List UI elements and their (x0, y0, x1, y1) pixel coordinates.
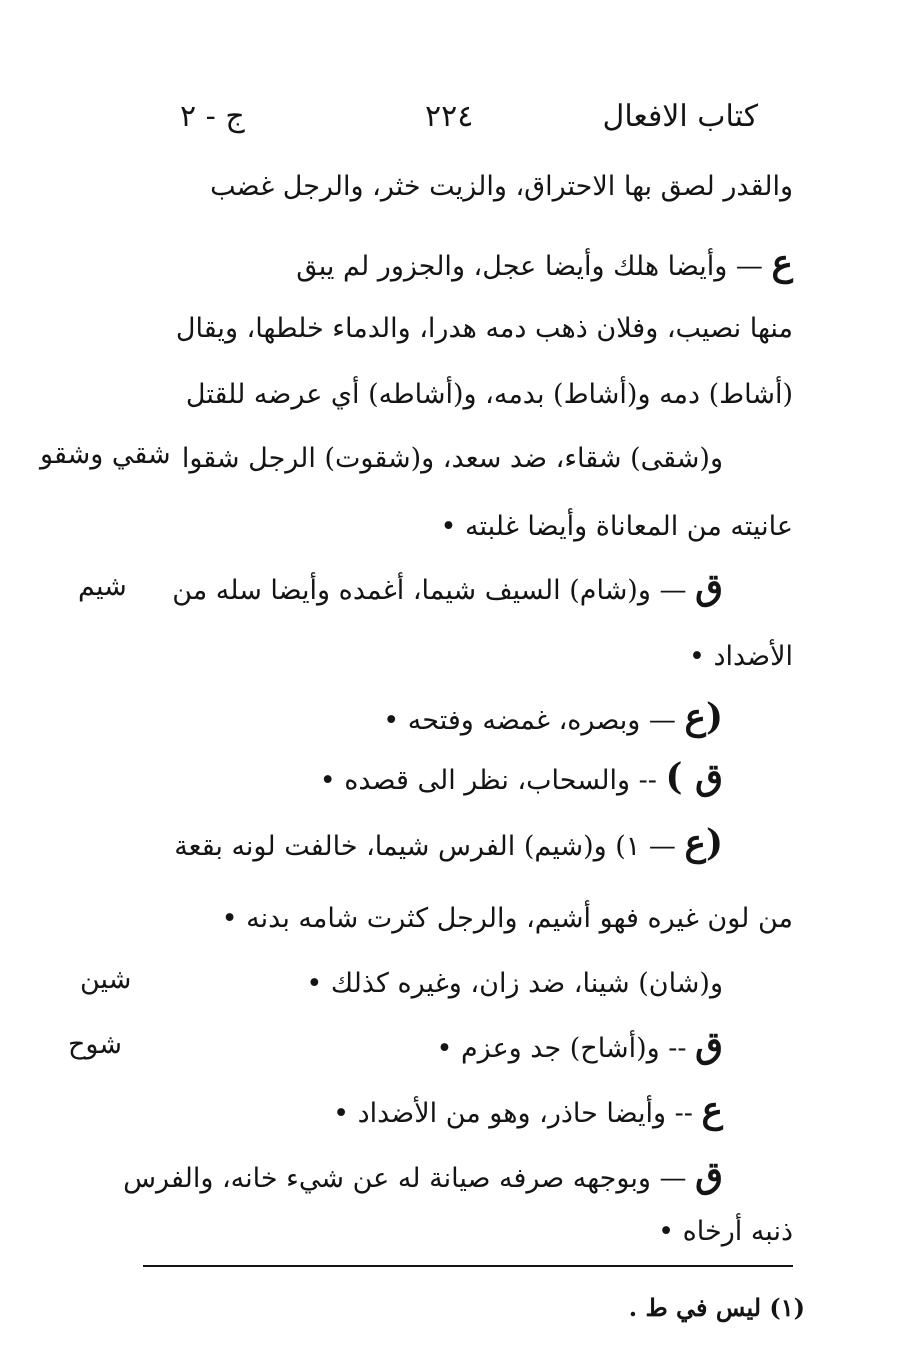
line-5-text: و(شقى) شقاء، ضد سعد، و(شقوت) الرجل شقوا (181, 443, 723, 474)
line-11-lead: (ع (684, 822, 723, 864)
line-15-text: -- وأيضا حاذر، وهو من الأضداد • (333, 1098, 693, 1129)
line-13-text: و(شان) شينا، ضد زان، وغيره كذلك • (306, 968, 723, 999)
text-line-7 (172, 562, 723, 614)
text-line-12 (222, 890, 793, 942)
line-8-text: الأضداد • (688, 641, 793, 672)
text-line-9 (383, 692, 723, 744)
line-7-lead: ق (695, 566, 723, 608)
line-6-text: عانيته من المعاناة وأيضا غلبته • (440, 511, 793, 542)
text-line-6 (441, 498, 793, 550)
margin-note-shaqi: شقي وشقو (40, 439, 171, 470)
text-line-13 (306, 955, 723, 1007)
line-17-text: ذنبه أرخاه • (658, 1216, 793, 1247)
margin-note-shawh: شوح (68, 1029, 122, 1060)
line-16-text: — وبوجهه صرفه صيانة له عن شيء خانه، والفرس (123, 1163, 687, 1194)
line-2-text: — وأيضا هلك وأيضا عجل، والجزور لم يبق (296, 251, 763, 282)
line-11-text: — ١) و(شيم) الفرس شيما، خالفت لونه بقعة (174, 831, 676, 862)
text-line-14 (436, 1020, 723, 1072)
line-4-text: (أشاط) دمه و(أشاط) بدمه، و(أشاطه) أي عرضه للقتل (185, 379, 793, 410)
text-line-2 (296, 238, 793, 290)
margin-note-shayn: شين (80, 964, 132, 995)
line-10-lead: ق ) (665, 756, 723, 798)
line-14-text: -- و(أشاح) جد وعزم • (436, 1033, 687, 1064)
line-7-text: — و(شام) السيف شيما، أغمده وأيضا سله من (172, 575, 687, 606)
text-line-11 (174, 818, 723, 870)
text-line-15 (333, 1085, 723, 1137)
text-line-10 (320, 752, 723, 804)
line-9-lead: (ع (684, 696, 723, 738)
line-15-lead: ع (701, 1089, 723, 1131)
text-line-16 (123, 1150, 723, 1202)
page-number: ٢٢٤ (425, 99, 474, 134)
text-line-1 (210, 158, 793, 210)
line-14-lead: ق (695, 1024, 723, 1066)
line-3-text: منها نصيب، وفلان ذهب دمه هدرا، والدماء خلطها، ويقال (175, 313, 793, 344)
book-title: كتاب الافعال (602, 99, 758, 134)
volume-number: ج - ٢ (180, 99, 245, 134)
line-16-lead: ق (695, 1154, 723, 1196)
margin-note-shaym: شيم (78, 571, 127, 602)
text-line-4 (186, 366, 793, 418)
footnote-divider (143, 1265, 793, 1267)
line-9-text: — وبصره، غمضه وفتحه • (383, 705, 676, 736)
text-line-5 (182, 430, 723, 482)
footnote: (١) ليس في ط . (628, 1293, 805, 1322)
text-line-8 (689, 628, 793, 680)
line-12-text: من لون غيره فهو أشيم، والرجل كثرت شامه بدنه • (221, 903, 793, 934)
line-2-lead: ع (771, 242, 793, 284)
line-10-text: -- والسحاب، نظر الى قصده • (319, 765, 657, 796)
line-1-text: والقدر لصق بها الاحتراق، والزيت خثر، والرجل غضب (210, 171, 793, 202)
text-line-17 (658, 1203, 793, 1255)
text-line-3 (176, 300, 793, 352)
